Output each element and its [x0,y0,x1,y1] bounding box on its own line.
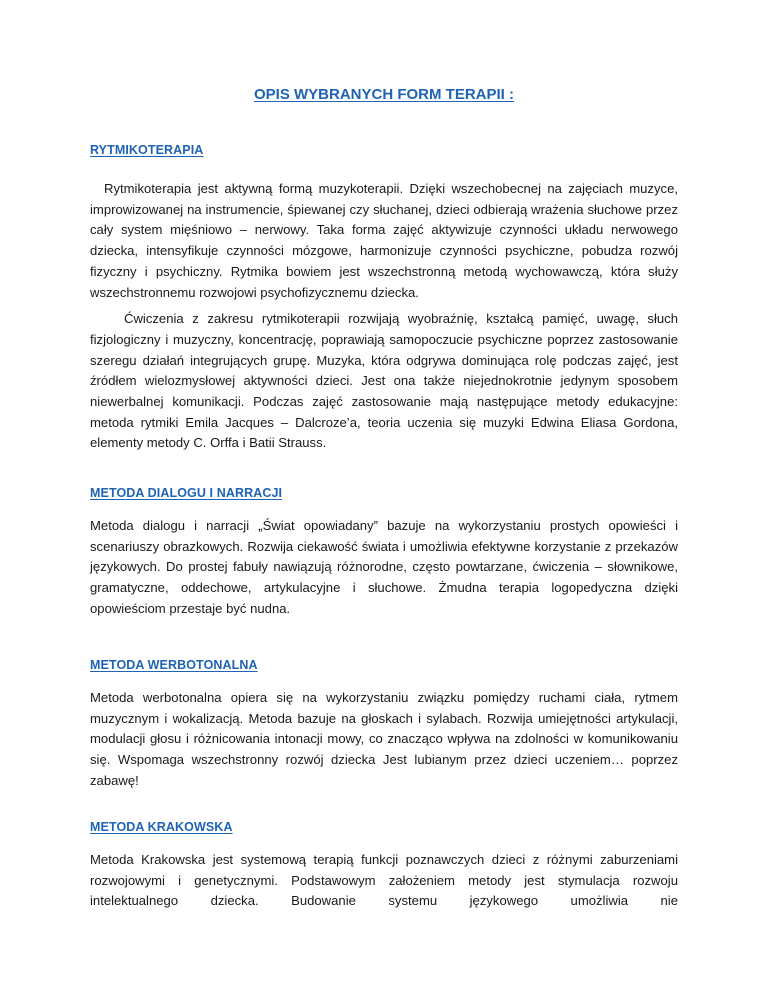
section-heading: RYTMIKOTERAPIA [90,143,204,157]
document-title: OPIS WYBRANYCH FORM TERAPII : [253,86,514,103]
section-metoda-werbotonalna [90,658,678,792]
section-paragraph: Ćwiczenia z zakresu rytmikoterapii rozwijają wyobraźnię, kształcą pamięć, uwagę, słuch fizjologiczny i muzyczny, koncentrację, poprawiają samopoczucie psychiczne poprzez zastosowanie szeregu działań integrujących grupę. Muzyka, która odgrywa dominująca rolę podczas zajęć, jest źródłem wielozmysłowej aktywności dzieci. Jest ona także niejednokrotnie jedynym sposobem niewerbalnej komunikacji. Podczas zajęć zastosowanie mają następujące metody edukacyjne: metoda rytmiki Emila Jacques – Dalcroze’a, teoria uczenia się muzyki Edwina Eliasa Gordona, elementy metody C. Orffa i Batii Strauss. [90,311,678,451]
section-heading: METODA WERBOTONALNA [90,658,258,672]
section-heading: METODA DIALOGU I NARRACJI [90,486,283,500]
section-metoda-krakowska [90,820,678,912]
section-paragraph: Metoda dialogu i narracji „Świat opowiadany” bazuje na wykorzystaniu prostych opowieści i scenariuszy obrazkowych. Rozwija ciekawość świata i umożliwia efektywne korzystanie z przekazów językowych. Do prostej fabuły nawiązują różnorodne, często powtarzane, ćwiczenia – słownikowe, gramatyczne, oddechowe, artykulacyjne i słuchowe. Żmudna terapia logopedyczna dzięki opowieściom przestaje być nudna. [90,518,678,616]
section-rytmikoterapia [90,143,678,454]
section-paragraph: Rytmikoterapia jest aktywną formą muzykoterapii. Dzięki wszechobecnej na zajęciach muzyce, improwizowanej na instrumencie, śpiewanej czy słuchanej, dzieci odbierają wrażenia słuchowe przez cały system mięśniowo – nerwowy. Taka forma zajęć aktywizuje czynności układu nerwowego dziecka, intensyfikuje czynności mózgowe, harmonizuje czynności psychiczne, pobudza rozwój fizyczny i psychiczny. Rytmika bowiem jest wszechstronną metodą wychowawczą, która służy wszechstronnemu rozwojowi psychofizycznemu dziecka. [90,181,678,300]
section-metoda-dialogu [90,486,678,620]
section-heading: METODA KRAKOWSKA [90,820,233,834]
section-paragraph: Metoda werbotonalna opiera się na wykorzystaniu związku pomiędzy ruchami ciała, rytmem muzycznym i wokalizacją. Metoda bazuje na głoskach i sylabach. Rozwija umiejętności artykulacji, modulacji głosu i różnicowania intonacji mowy, co znacząco wpływa na zdolności w komunikowaniu się. Wspomaga wszechstronny rozwój dziecka Jest lubianym przez dzieci uczeniem… poprzez zabawę! [90,690,678,788]
section-paragraph: Metoda Krakowska jest systemową terapią funkcji poznawczych dzieci z różnymi zaburzeniami rozwojowymi i genetycznymi. Podstawowym założeniem metody jest stymulacja rozwoju intelektualnego dziecka. Budowanie systemu językowego umożliwia nie [90,852,678,909]
